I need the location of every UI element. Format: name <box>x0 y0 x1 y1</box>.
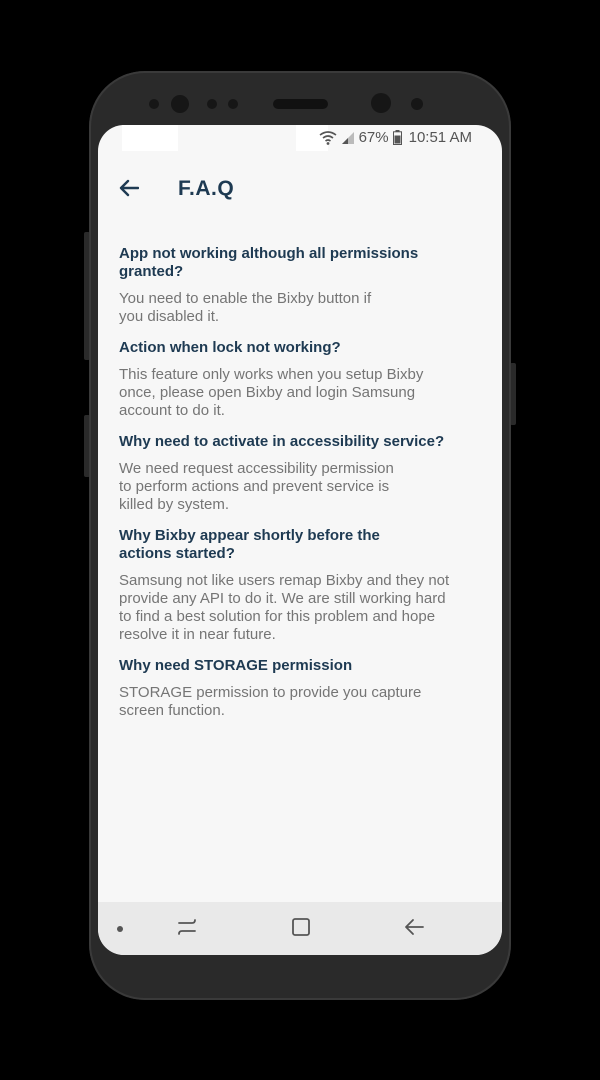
status-mask <box>122 125 178 151</box>
faq-item <box>119 245 479 326</box>
faq-question: Why need STORAGE permission <box>119 657 353 674</box>
navigation-bar <box>98 902 502 955</box>
faq-answer: Samsung not like users remap Bixby and they not provide any API to do it. We are still working hard to find a best solution for this problem and hope resolve it in near future. <box>119 572 450 643</box>
faq-answer: You need to enable the Bixby button if you disabled it. <box>119 290 372 325</box>
wifi-icon <box>319 130 337 146</box>
dot-indicator-icon <box>117 926 123 932</box>
front-camera <box>371 93 391 113</box>
back-button[interactable] <box>116 177 142 203</box>
home-button[interactable] <box>288 916 314 942</box>
recent-apps-icon <box>176 917 198 942</box>
system-back-button[interactable] <box>401 916 427 942</box>
earpiece-speaker <box>273 99 328 109</box>
faq-question: Action when lock not working? <box>119 339 341 356</box>
sensor-dot <box>207 99 217 109</box>
faq-question: Why need to activate in accessibility service? <box>119 433 445 450</box>
faq-list <box>119 245 479 733</box>
sensor-dot <box>149 99 159 109</box>
back-icon <box>403 917 425 942</box>
sensor-dot <box>171 95 189 113</box>
faq-question: Why Bixby appear shortly before the actions started? <box>119 527 380 562</box>
recent-apps-button[interactable] <box>174 916 200 942</box>
faq-answer: STORAGE permission to provide you capture screen function. <box>119 684 422 719</box>
faq-item <box>119 339 479 420</box>
battery-percent: 67% <box>358 129 389 146</box>
faq-item <box>119 657 479 720</box>
arrow-left-icon <box>119 179 139 202</box>
app-bar <box>98 165 502 215</box>
faq-item <box>119 433 479 514</box>
page-title: F.A.Q <box>178 177 235 200</box>
status-indicators <box>319 129 472 146</box>
home-icon <box>291 917 311 942</box>
sensor-dot <box>228 99 238 109</box>
battery-icon <box>393 130 402 145</box>
faq-item <box>119 527 479 644</box>
signal-icon <box>341 131 355 145</box>
screen <box>98 125 502 955</box>
faq-answer: This feature only works when you setup Bixby once, please open Bixby and login Samsung account to do it. <box>119 366 424 419</box>
sensor-dot <box>411 98 423 110</box>
clock: 10:51 AM <box>408 129 472 146</box>
faq-answer: We need request accessibility permission to perform actions and prevent service is killed by system. <box>119 460 394 513</box>
faq-question: App not working although all permissions granted? <box>119 245 419 280</box>
status-bar <box>98 125 502 151</box>
